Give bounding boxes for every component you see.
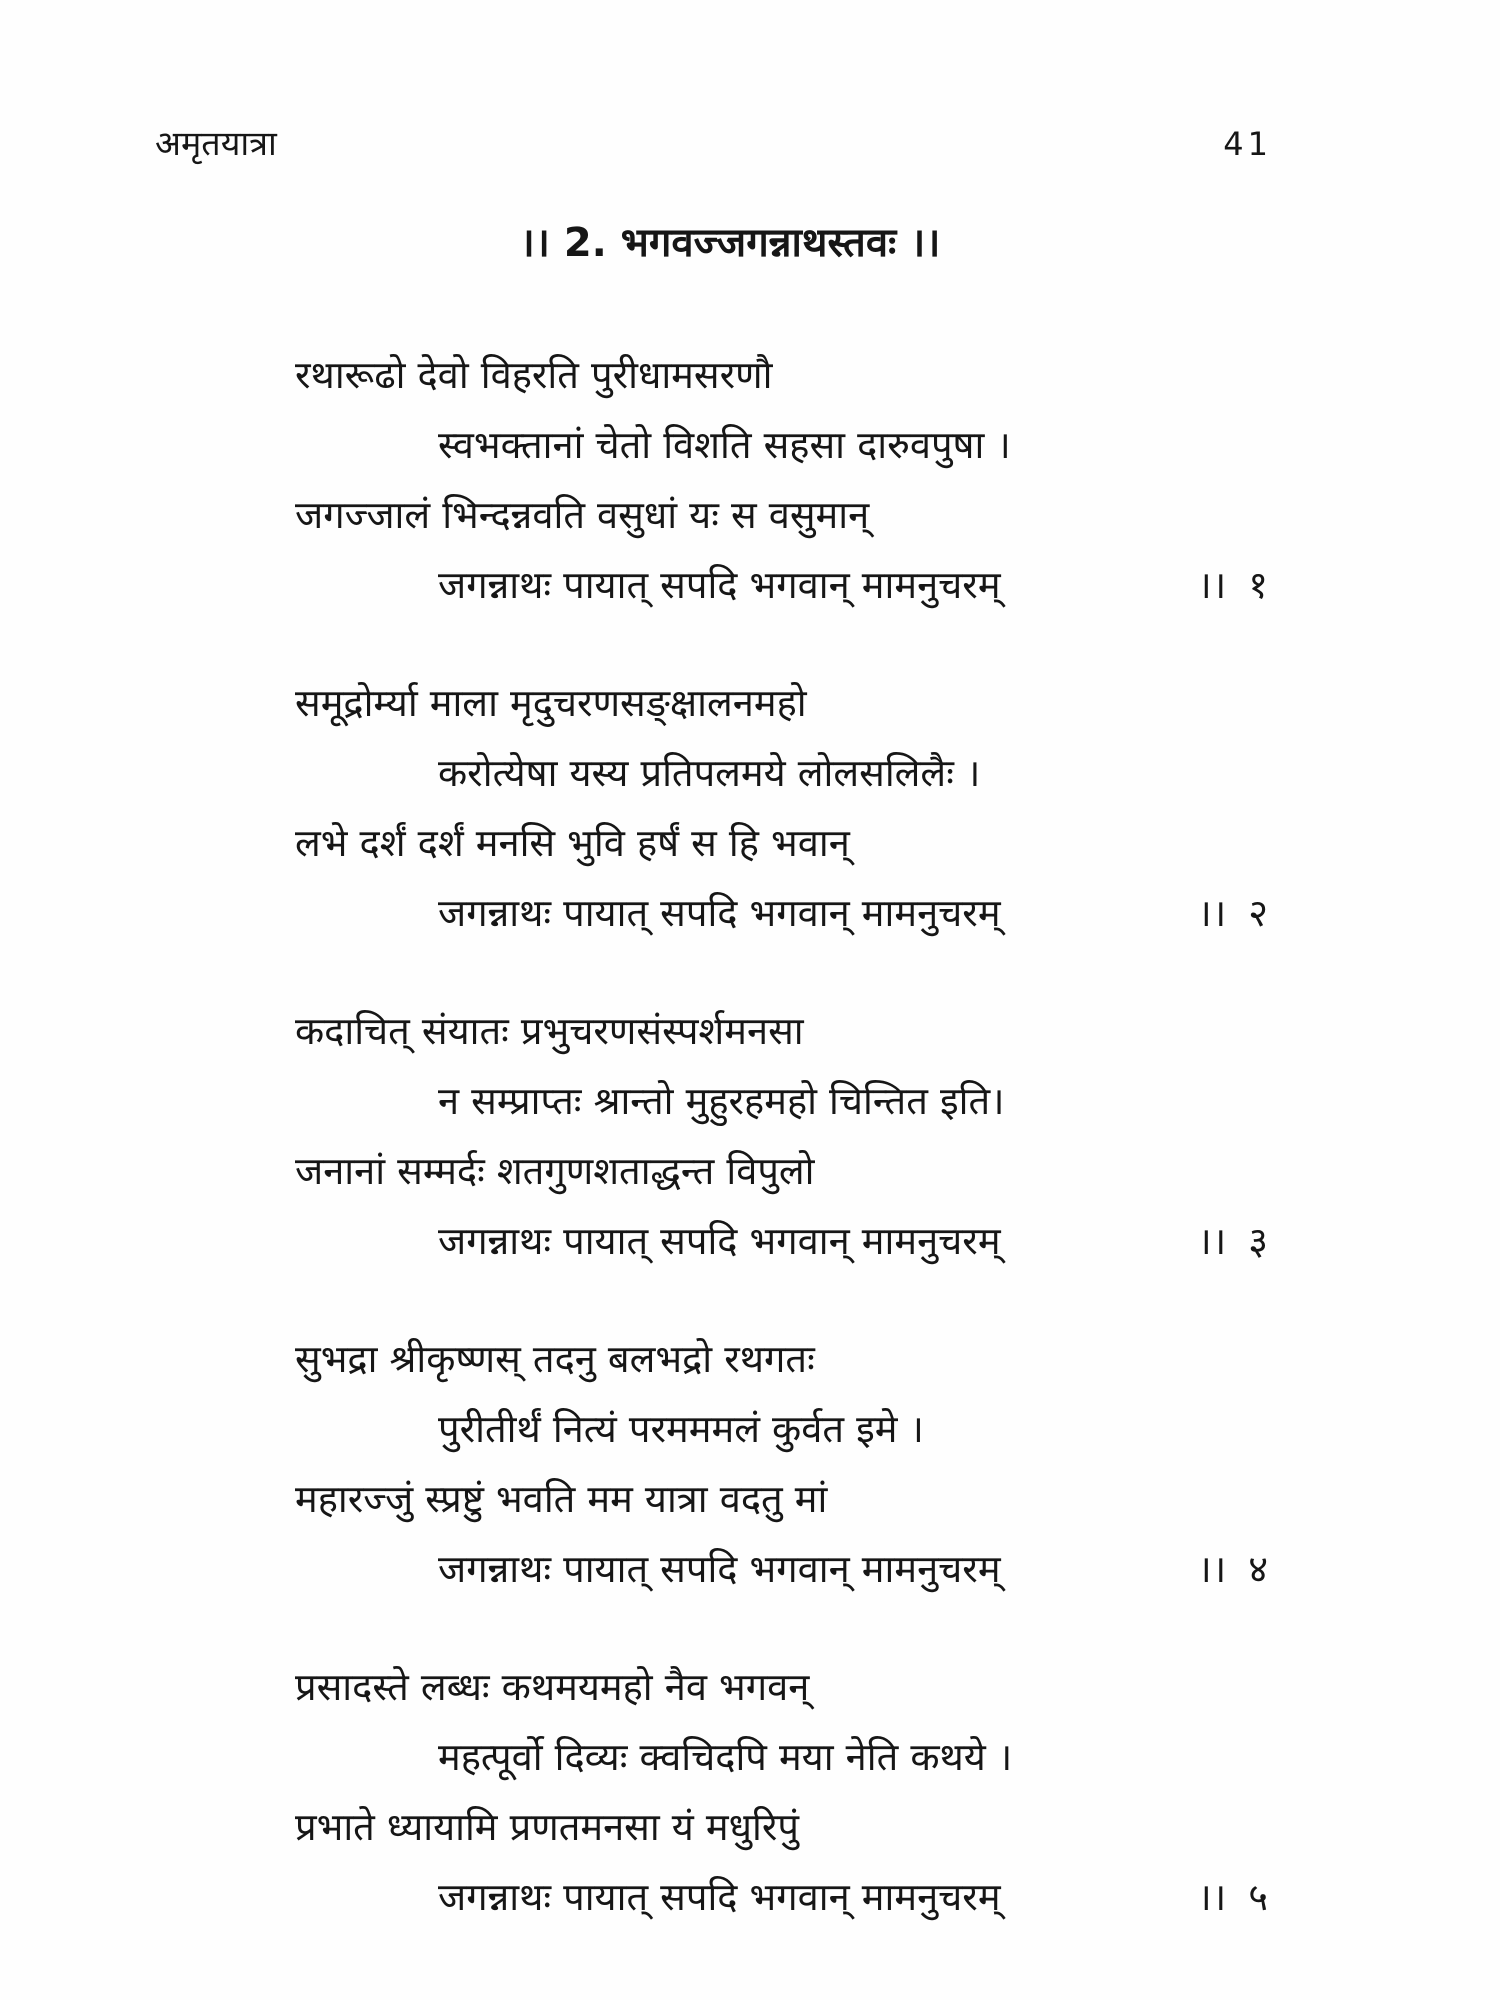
verse-line: जगज्जालं भिन्दन्नवति वसुधां यः स वसुमान् xyxy=(295,493,870,537)
verse-end-marker: ।। xyxy=(1197,563,1227,607)
verse-end-marker: ।। xyxy=(1197,891,1227,935)
hymn-title: ।। 2. भगवज्जगन्नाथस्तवः ।। xyxy=(519,220,941,266)
verse-line: महारज्जुं स्प्रष्टुं भवति मम यात्रा वदतु मां xyxy=(295,1477,828,1521)
verse-number xyxy=(1197,1539,1268,1599)
verse-number xyxy=(1197,883,1268,943)
verse-line: रथारूढो देवो विहरति पुरीधामसरणौ xyxy=(295,353,773,397)
verse-line: जगन्नाथः पायात् सपदि भगवान् मामनुचरम् xyxy=(438,563,1001,607)
verse-1 xyxy=(0,345,1500,673)
page-number: 41 xyxy=(1223,125,1272,163)
verse-end-marker: ।। xyxy=(1197,1875,1227,1919)
verse-line: महत्पूर्वो दिव्यः क्वचिदपि मया नेति कथये । xyxy=(438,1735,1013,1779)
verse-3 xyxy=(0,1001,1500,1329)
verse-line: सुभद्रा श्रीकृष्णस् तदनु बलभद्रो रथगतः xyxy=(295,1337,815,1381)
verse-line: जगन्नाथः पायात् सपदि भगवान् मामनुचरम् xyxy=(438,1547,1001,1591)
verse-line: न सम्प्राप्तः श्रान्तो मुहुरहमहो चिन्तित इति। xyxy=(438,1079,1005,1123)
verse-line: करोत्येषा यस्य प्रतिपलमये लोलसलिलैः । xyxy=(438,751,981,795)
verse-line: जगन्नाथः पायात् सपदि भगवान् मामनुचरम् xyxy=(438,891,1001,935)
verse-line: स्वभक्तानां चेतो विशति सहसा दारुवपुषा । xyxy=(438,423,1011,467)
verse-number xyxy=(1197,1211,1268,1271)
verse-line: प्रभाते ध्यायामि प्रणतमनसा यं मधुरिपुं xyxy=(295,1805,799,1849)
verse-number xyxy=(1197,555,1268,615)
verse-end-marker: ।। xyxy=(1197,1219,1227,1263)
verse-2 xyxy=(0,673,1500,1001)
verse-line: जगन्नाथः पायात् सपदि भगवान् मामनुचरम् xyxy=(438,1219,1001,1263)
verse-line: प्रसादस्ते लब्धः कथमयमहो नैव भगवन् xyxy=(295,1665,810,1709)
verse-line: समूद्रोर्म्या माला मृदुचरणसङ्क्षालनमहो xyxy=(295,681,807,725)
verse-4 xyxy=(0,1329,1500,1657)
verse-line: पुरीतीर्थं नित्यं परमममलं कुर्वत इमे । xyxy=(438,1407,924,1451)
running-header-title: अमृतयात्रा xyxy=(155,124,277,164)
verse-number xyxy=(1197,1867,1268,1927)
verse-number-value: १ xyxy=(1248,563,1268,607)
verse-end-marker: ।। xyxy=(1197,1547,1227,1591)
verse-5 xyxy=(0,1657,1500,1985)
verse-number-value: ५ xyxy=(1248,1875,1268,1919)
verse-line: कदाचित् संयातः प्रभुचरणसंस्पर्शमनसा xyxy=(295,1009,804,1053)
verse-line: जगन्नाथः पायात् सपदि भगवान् मामनुचरम् xyxy=(438,1875,1001,1919)
verses-container xyxy=(0,345,1500,1985)
verse-number-value: ३ xyxy=(1248,1219,1268,1263)
verse-number-value: २ xyxy=(1248,891,1268,935)
verse-line: जनानां सम्मर्दः शतगुणशताद्धन्त विपुलो xyxy=(295,1149,815,1193)
verse-number-value: ४ xyxy=(1248,1547,1268,1591)
verse-line: लभे दर्शं दर्शं मनसि भुवि हर्षं स हि भवान् xyxy=(295,821,850,865)
